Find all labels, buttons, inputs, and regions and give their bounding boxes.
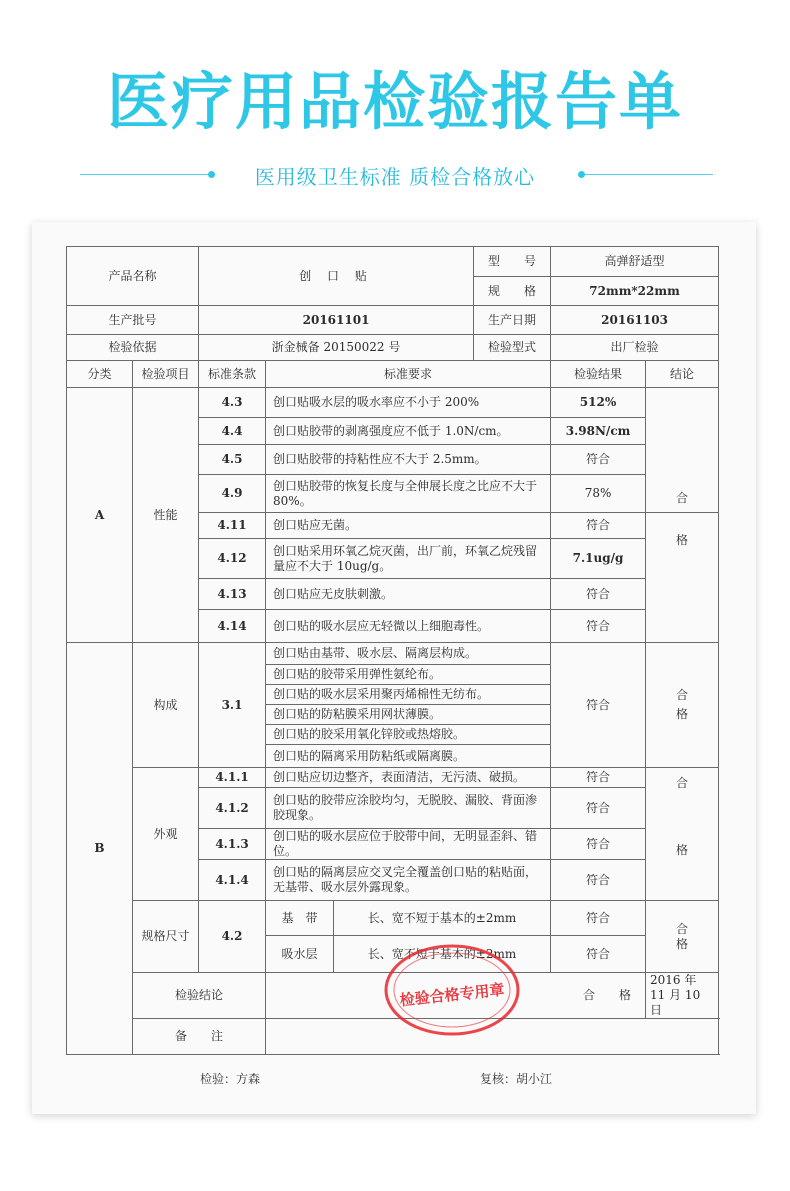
clause-cell: 4.5 — [199, 445, 266, 475]
spec-label: 规 格 — [474, 277, 551, 306]
conclusion-a-bottom: 格 — [646, 513, 719, 643]
subtitle-dot-right — [578, 171, 585, 178]
product-name-value: 创 口 贴 — [199, 247, 474, 306]
clause-cell: 4.12 — [199, 539, 266, 579]
conclusion-size-top: 合 — [676, 921, 689, 936]
basis-label: 检验依据 — [67, 335, 199, 361]
inspection-type-value: 出厂检验 — [551, 335, 719, 361]
col-header-conclusion: 结论 — [646, 361, 719, 388]
clause-cell: 4.13 — [199, 579, 266, 610]
result-cell: 7.1ug/g — [551, 539, 646, 579]
result-cell: 符合 — [551, 901, 646, 936]
spec-value: 72mm*22mm — [551, 277, 719, 306]
item-composition: 构成 — [133, 643, 199, 768]
composition-line: 创口贴的防粘膜采用网状薄膜。 — [266, 705, 551, 725]
batch-value: 20161101 — [199, 306, 474, 335]
inspector-signature: 检验：方森 — [200, 1072, 261, 1086]
batch-label: 生产批号 — [67, 306, 199, 335]
inspection-report-table — [66, 246, 719, 1055]
result-cell: 符合 — [551, 829, 646, 860]
requirement-cell: 创口贴的吸水层应位于胶带中间，无明显歪斜、错位。 — [266, 829, 551, 860]
category-b: B — [67, 643, 133, 1055]
result-cell: 符合 — [551, 579, 646, 610]
clause-cell: 4.4 — [199, 418, 266, 445]
result-cell: 3.98N/cm — [551, 418, 646, 445]
remarks-label: 备 注 — [133, 1019, 266, 1055]
requirement-cell: 创口贴应无皮肤刺激。 — [266, 579, 551, 610]
requirement-cell: 创口贴胶带的恢复长度与全伸展长度之比应不大于 80%。 — [266, 475, 551, 513]
requirement-cell: 创口贴的隔离层应交叉完全覆盖创口贴的粘贴面，无基带、吸水层外露现象。 — [266, 860, 551, 901]
requirement-cell: 长、宽不短于基本的±2mm — [334, 901, 551, 936]
requirement-cell: 长、宽不短于基本的±2mm — [334, 936, 551, 973]
requirement-cell: 创口贴胶带的持粘性应不大于 2.5mm。 — [266, 445, 551, 475]
model-label: 型 号 — [474, 247, 551, 277]
item-performance: 性能 — [133, 388, 199, 643]
clause-cell: 4.1.2 — [199, 788, 266, 829]
result-cell: 78% — [551, 475, 646, 513]
result-cell: 符合 — [551, 936, 646, 973]
clause-cell: 4.1.3 — [199, 829, 266, 860]
item-size: 规格尺寸 — [133, 901, 199, 973]
requirement-cell: 创口贴吸水层的吸水率应不小于 200% — [266, 388, 551, 418]
composition-line: 创口贴的胶带采用弹性氨纶布。 — [266, 665, 551, 685]
basis-value: 浙金械备 20150022 号 — [199, 335, 474, 361]
clause-cell: 4.9 — [199, 475, 266, 513]
verdict-value: 合 格 — [266, 973, 646, 1019]
conclusion-size-bottom: 格 — [676, 936, 689, 951]
requirement-cell: 创口贴应切边整齐，表面清洁，无污渍、破损。 — [266, 768, 551, 788]
conclusion-appearance-bottom: 格 — [646, 829, 719, 901]
requirement-cell: 创口贴应无菌。 — [266, 513, 551, 539]
subtitle-row — [0, 158, 790, 192]
requirement-cell: 创口贴的胶带应涂胶均匀，无脱胶、漏胶、背面渗胶现象。 — [266, 788, 551, 829]
subtitle-dot-left — [208, 171, 215, 178]
col-header-result: 检验结果 — [551, 361, 646, 388]
composition-line: 创口贴的胶采用氧化锌胶或热熔胶。 — [266, 725, 551, 745]
verdict-date: 2016 年 11 月 10 日 — [646, 973, 719, 1019]
product-name-label: 产品名称 — [67, 247, 199, 306]
composition-line: 创口贴的吸水层采用聚丙烯棉性无纺布。 — [266, 685, 551, 705]
result-cell: 符合 — [551, 643, 646, 768]
clause-cell: 4.11 — [199, 513, 266, 539]
conclusion-a-top: 合 — [646, 388, 719, 513]
clause-cell: 4.14 — [199, 610, 266, 643]
inspection-type-label: 检验型式 — [474, 335, 551, 361]
model-value: 高弹舒适型 — [551, 247, 719, 277]
subtitle-divider-right — [585, 174, 713, 175]
requirement-cell: 创口贴胶带的剥离强度应不低于 1.0N/cm。 — [266, 418, 551, 445]
col-header-category: 分类 — [67, 361, 133, 388]
col-header-item: 检验项目 — [133, 361, 199, 388]
result-cell: 符合 — [551, 610, 646, 643]
size-part: 基 带 — [266, 901, 334, 936]
result-cell: 512% — [551, 388, 646, 418]
verdict-label: 检验结论 — [133, 973, 266, 1019]
item-appearance: 外观 — [133, 768, 199, 901]
subtitle: 医用级卫生标准 质检合格放心 — [254, 165, 536, 189]
reviewer-signature: 复核：胡小江 — [480, 1072, 553, 1086]
result-cell: 符合 — [551, 860, 646, 901]
conclusion-appearance-top: 合 — [646, 768, 719, 829]
requirement-cell: 创口贴的吸水层应无轻微以上细胞毒性。 — [266, 610, 551, 643]
requirement-cell: 创口贴采用环氧乙烷灭菌，出厂前，环氧乙烷残留量应不大于 10ug/g。 — [266, 539, 551, 579]
stamp-text: 检验合格专用章 — [398, 980, 506, 1010]
clause-cell: 4.2 — [199, 901, 266, 973]
date-label: 生产日期 — [474, 306, 551, 335]
result-cell: 符合 — [551, 768, 646, 788]
conclusion-composition-bottom: 格 — [646, 705, 719, 768]
result-cell: 符合 — [551, 513, 646, 539]
result-cell: 符合 — [551, 445, 646, 475]
subtitle-divider-left — [80, 174, 208, 175]
clause-cell: 4.1.1 — [199, 768, 266, 788]
size-part: 吸水层 — [266, 936, 334, 973]
inspection-stamp — [382, 942, 522, 1038]
clause-cell: 4.3 — [199, 388, 266, 418]
category-a: A — [67, 388, 133, 643]
clause-cell: 3.1 — [199, 643, 266, 768]
col-header-requirement: 标准要求 — [266, 361, 551, 388]
date-value: 20161103 — [551, 306, 719, 335]
conclusion-size — [646, 901, 719, 973]
composition-line: 创口贴的隔离采用防粘纸或隔离膜。 — [266, 745, 551, 768]
composition-line: 创口贴由基带、吸水层、隔离层构成。 — [266, 643, 551, 665]
page-title: 医疗用品检验报告单 — [106, 65, 683, 138]
clause-cell: 4.1.4 — [199, 860, 266, 901]
col-header-clause: 标准条款 — [199, 361, 266, 388]
result-cell: 符合 — [551, 788, 646, 829]
conclusion-composition-top: 合 — [646, 643, 719, 705]
